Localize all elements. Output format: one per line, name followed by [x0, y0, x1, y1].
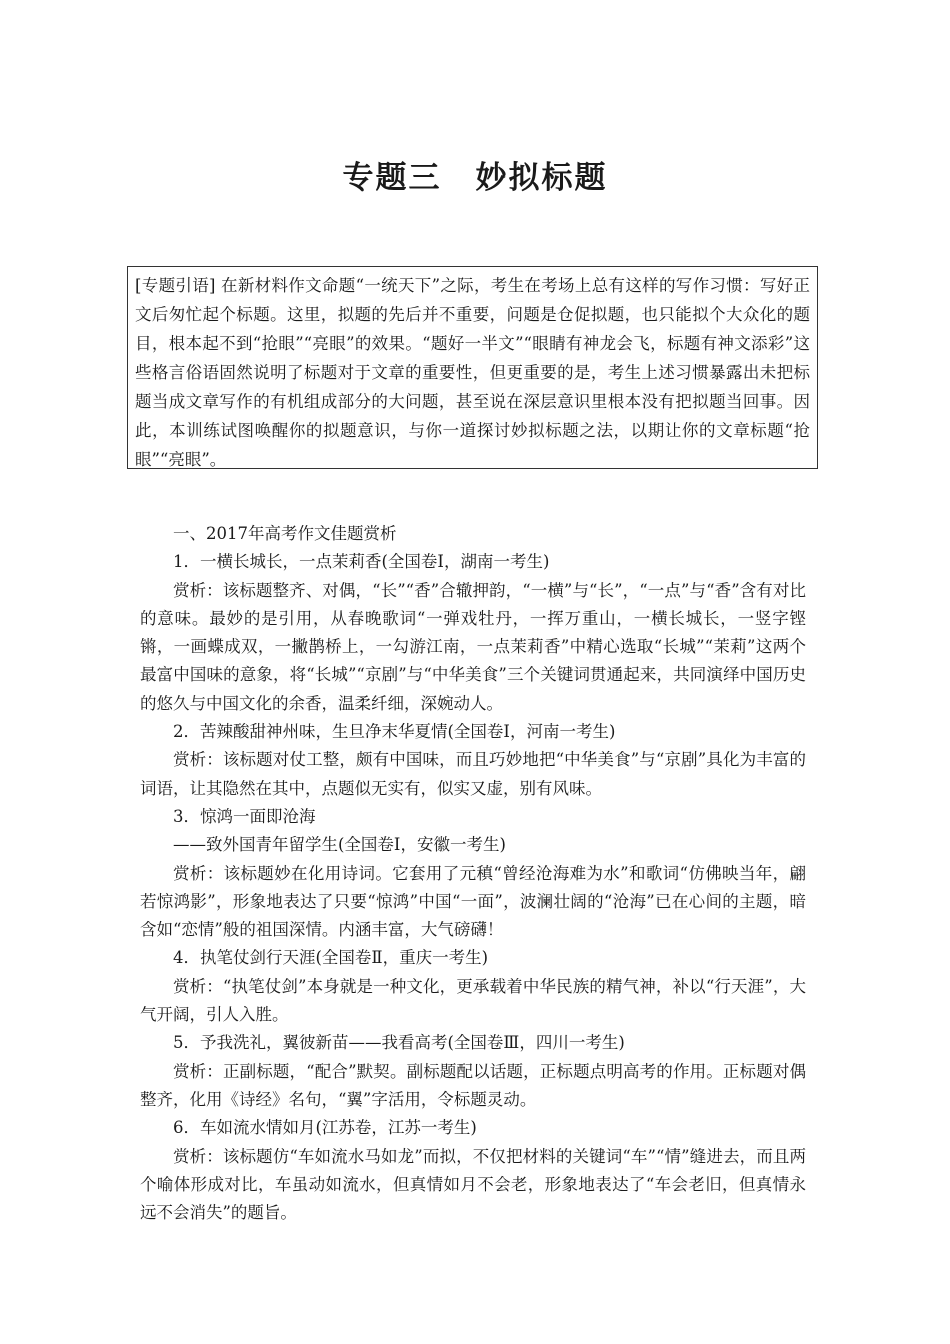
item-title: 3．惊鸿一面即沧海: [173, 806, 316, 826]
item-analysis: 赏析：该标题仿“车如流水马如龙”而拟，不仅把材料的关键词“车”“情”缝进去，而且两个喻体形成对比，车虽动如流水，但真情如月不会老，形象地表达了“车会老旧，但真情永远不会消失”的题旨。: [140, 1146, 806, 1223]
item-analysis: 赏析：该标题整齐、对偶，“长”“香”合辙押韵，“一横”与“长”，“一点”与“香”含有对比的意味。最妙的是引用，从春晚歌词“一弹戏牡丹，一挥万重山，一横长城长，一竖字铿锵，一画蝶成双，一撇鹊桥上，一勾游江南，一点茉莉香”中精心选取“长城”“茉莉”这两个最富中国味的意象，将“长城”“京剧”与“中华美食”三个关键词贯通起来，共同演绎中国历史的悠久与中国文化的余香，温柔纤细，深婉动人。: [140, 580, 806, 713]
item-analysis: 赏析：“执笔仗剑”本身就是一种文化，更承载着中华民族的精气神，补以“行天涯”，大气开阔，引人入胜。: [140, 976, 806, 1025]
section-heading: 一、2017年高考作文佳题赏析: [173, 524, 397, 543]
item-title: 5．予我洗礼，翼彼新苗——我看高考(全国卷Ⅲ，四川一考生): [173, 1033, 625, 1053]
item-title: 2．苦辣酸甜神州味，生旦净末华夏情(全国卷Ⅰ，河南一考生): [173, 722, 616, 742]
item-analysis: 赏析：正副标题，“配合”默契。副标题配以话题，正标题点明高考的作用。正标题对偶整齐，化用《诗经》名句，“翼”字活用，令标题灵动。: [140, 1061, 806, 1109]
item-title: 6．车如流水情如月(江苏卷，江苏一考生): [173, 1118, 477, 1138]
intro-label: [专题引语]: [135, 276, 216, 295]
item-analysis: 赏析：该标题妙在化用诗词。它套用了元稹“曾经沧海难为水”和歌词“仿佛映当年，翩若惊鸿影”，形象地表达了只要“惊鸿”中国“一面”，波澜壮阔的“沧海”已在心间的主题，暗含如“恋情”般的祖国深情。内涵丰富，大气磅礴！: [140, 863, 806, 940]
title-topic-number: 专题三: [342, 160, 442, 196]
item-subtitle: ——致外国青年留学生(全国卷Ⅰ，安徽一考生): [173, 835, 506, 855]
intro-box: [127, 266, 818, 469]
item-title: 4．执笔仗剑行天涯(全国卷Ⅱ，重庆一考生): [173, 948, 489, 968]
title-topic-name: 妙拟标题: [475, 160, 608, 196]
intro-paragraph: [135, 271, 810, 474]
item-analysis: 赏析：该标题对仗工整，颇有中国味，而且巧妙地把“中华美食”与“京剧”具化为丰富的词语，让其隐然在其中，点题似无实有，似实又虚，别有风味。: [140, 750, 806, 798]
intro-text: 在新材料作文命题“一统天下”之际，考生在考场上总有这样的写作习惯：写好正文后匆忙起个标题。这里，拟题的先后并不重要，问题是仓促拟题，也只能拟个大众化的题目，根本起不到“抢眼”“亮眼”的效果。“题好一半文”“眼睛有神龙会飞，标题有神文添彩”这些格言俗语固然说明了标题对于文章的重要性，但更重要的是，考生上述习惯暴露出未把标题当成文章写作的有机组成部分的大问题，甚至说在深层意识里根本没有把拟题当回事。因此，本训练试图唤醒你的拟题意识，与你一道探讨妙拟标题之法，以期让你的文章标题“抢眼”“亮眼”。: [135, 276, 810, 469]
item-title: 1．一横长城长，一点茉莉香(全国卷Ⅰ，湖南一考生): [173, 552, 550, 572]
main-content: [140, 520, 806, 1227]
page-title: [0, 152, 950, 197]
